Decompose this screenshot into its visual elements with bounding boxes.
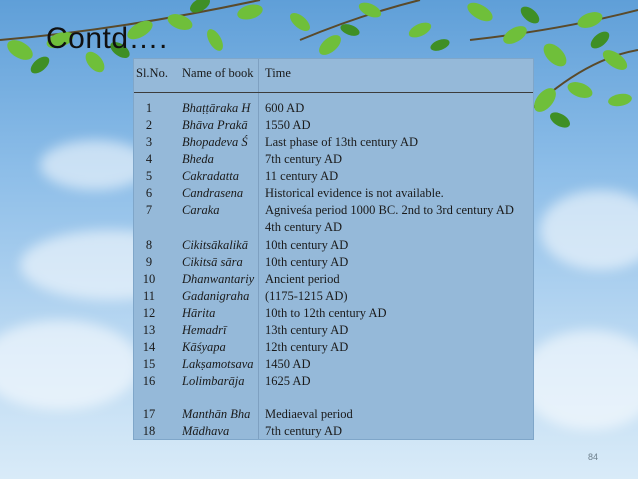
slide-title: Contd…. bbox=[46, 22, 168, 55]
row-number: 14 bbox=[142, 340, 156, 354]
row-number: 10 bbox=[142, 272, 156, 286]
row-time: Last phase of 13th century AD bbox=[265, 135, 419, 149]
row-number: 13 bbox=[142, 323, 156, 337]
table-row bbox=[134, 323, 533, 340]
row-time: 600 AD bbox=[265, 101, 305, 115]
row-time: 1550 AD bbox=[265, 118, 311, 132]
row-book: Lolimbarāja bbox=[182, 374, 245, 388]
row-book: Cakradatta bbox=[182, 169, 239, 183]
table-row bbox=[134, 135, 533, 152]
row-time: Agniveśa period 1000 BC. 2nd to 3rd century AD bbox=[265, 203, 514, 217]
table-row bbox=[134, 272, 533, 289]
row-number: 1 bbox=[145, 101, 153, 115]
row-number: 8 bbox=[145, 238, 153, 252]
row-book: Mādhava bbox=[182, 424, 230, 438]
row-book: Hārita bbox=[182, 306, 216, 320]
row-book: Bhāva Prakā bbox=[182, 118, 248, 132]
row-time: 7th century AD bbox=[265, 424, 343, 438]
table-row bbox=[134, 374, 533, 391]
row-time: 1450 AD bbox=[265, 357, 311, 371]
table-row bbox=[134, 118, 533, 135]
row-number: 17 bbox=[142, 407, 156, 421]
table-row bbox=[134, 186, 533, 203]
row-book: Lakṣamotsava bbox=[182, 357, 254, 371]
table-row bbox=[134, 101, 533, 118]
row-time: 13th century AD bbox=[265, 323, 349, 337]
row-number: 5 bbox=[145, 169, 153, 183]
row-book: Candrasena bbox=[182, 186, 244, 200]
row-number: 7 bbox=[145, 203, 153, 217]
row-time: 10th century AD bbox=[265, 255, 349, 269]
cloud bbox=[0, 320, 140, 410]
row-time: 4th century AD bbox=[265, 220, 343, 234]
books-table bbox=[133, 58, 534, 440]
header-book: Name of book bbox=[182, 66, 254, 80]
row-number: 2 bbox=[145, 118, 153, 132]
table-row bbox=[134, 152, 533, 169]
header-time: Time bbox=[265, 66, 291, 80]
table-row bbox=[134, 203, 533, 220]
cloud bbox=[520, 330, 638, 430]
row-number: 15 bbox=[142, 357, 156, 371]
header-rule bbox=[134, 92, 533, 93]
row-book: Cikitsā sāra bbox=[182, 255, 243, 269]
table-row bbox=[134, 220, 533, 237]
row-book: Dhanwantariy bbox=[182, 272, 255, 286]
row-number: 16 bbox=[142, 374, 156, 388]
row-number: 18 bbox=[142, 424, 156, 438]
row-number: 12 bbox=[142, 306, 156, 320]
table-row bbox=[134, 306, 533, 323]
row-time: 7th century AD bbox=[265, 152, 343, 166]
row-number: 11 bbox=[142, 289, 156, 303]
row-number: 9 bbox=[145, 255, 153, 269]
header-slno: Sl.No. bbox=[136, 66, 168, 80]
row-time: 10th to 12th century AD bbox=[265, 306, 387, 320]
table-row bbox=[134, 169, 533, 186]
row-time: 11 century AD bbox=[265, 169, 339, 183]
table-row bbox=[134, 238, 533, 255]
table-row bbox=[134, 340, 533, 357]
page-number: 84 bbox=[588, 452, 599, 462]
row-book: Cikitsākalikā bbox=[182, 238, 248, 252]
row-time: (1175-1215 AD) bbox=[265, 289, 348, 303]
row-book: Hemadrī bbox=[182, 323, 227, 337]
table-row bbox=[134, 255, 533, 272]
table-header bbox=[134, 66, 533, 83]
row-book: Bhopadeva Ś bbox=[182, 135, 248, 149]
row-book: Bheda bbox=[182, 152, 214, 166]
row-time: Mediaeval period bbox=[265, 407, 353, 421]
row-time: Ancient period bbox=[265, 272, 340, 286]
row-book: Gadanigraha bbox=[182, 289, 250, 303]
row-book: Kāśyapa bbox=[182, 340, 226, 354]
table-row bbox=[134, 424, 533, 440]
row-time: 12th century AD bbox=[265, 340, 349, 354]
table-row bbox=[134, 357, 533, 374]
row-book: Bhaṭṭāraka H bbox=[182, 101, 251, 115]
row-time: 10th century AD bbox=[265, 238, 349, 252]
row-number: 4 bbox=[145, 152, 153, 166]
table-row bbox=[134, 407, 533, 424]
row-book: Caraka bbox=[182, 203, 220, 217]
row-time: Historical evidence is not available. bbox=[265, 186, 444, 200]
cloud bbox=[540, 190, 638, 270]
row-time: 1625 AD bbox=[265, 374, 311, 388]
row-book: Manthān Bha bbox=[182, 407, 251, 421]
table-row bbox=[134, 289, 533, 306]
row-number: 6 bbox=[145, 186, 153, 200]
row-number: 3 bbox=[145, 135, 153, 149]
